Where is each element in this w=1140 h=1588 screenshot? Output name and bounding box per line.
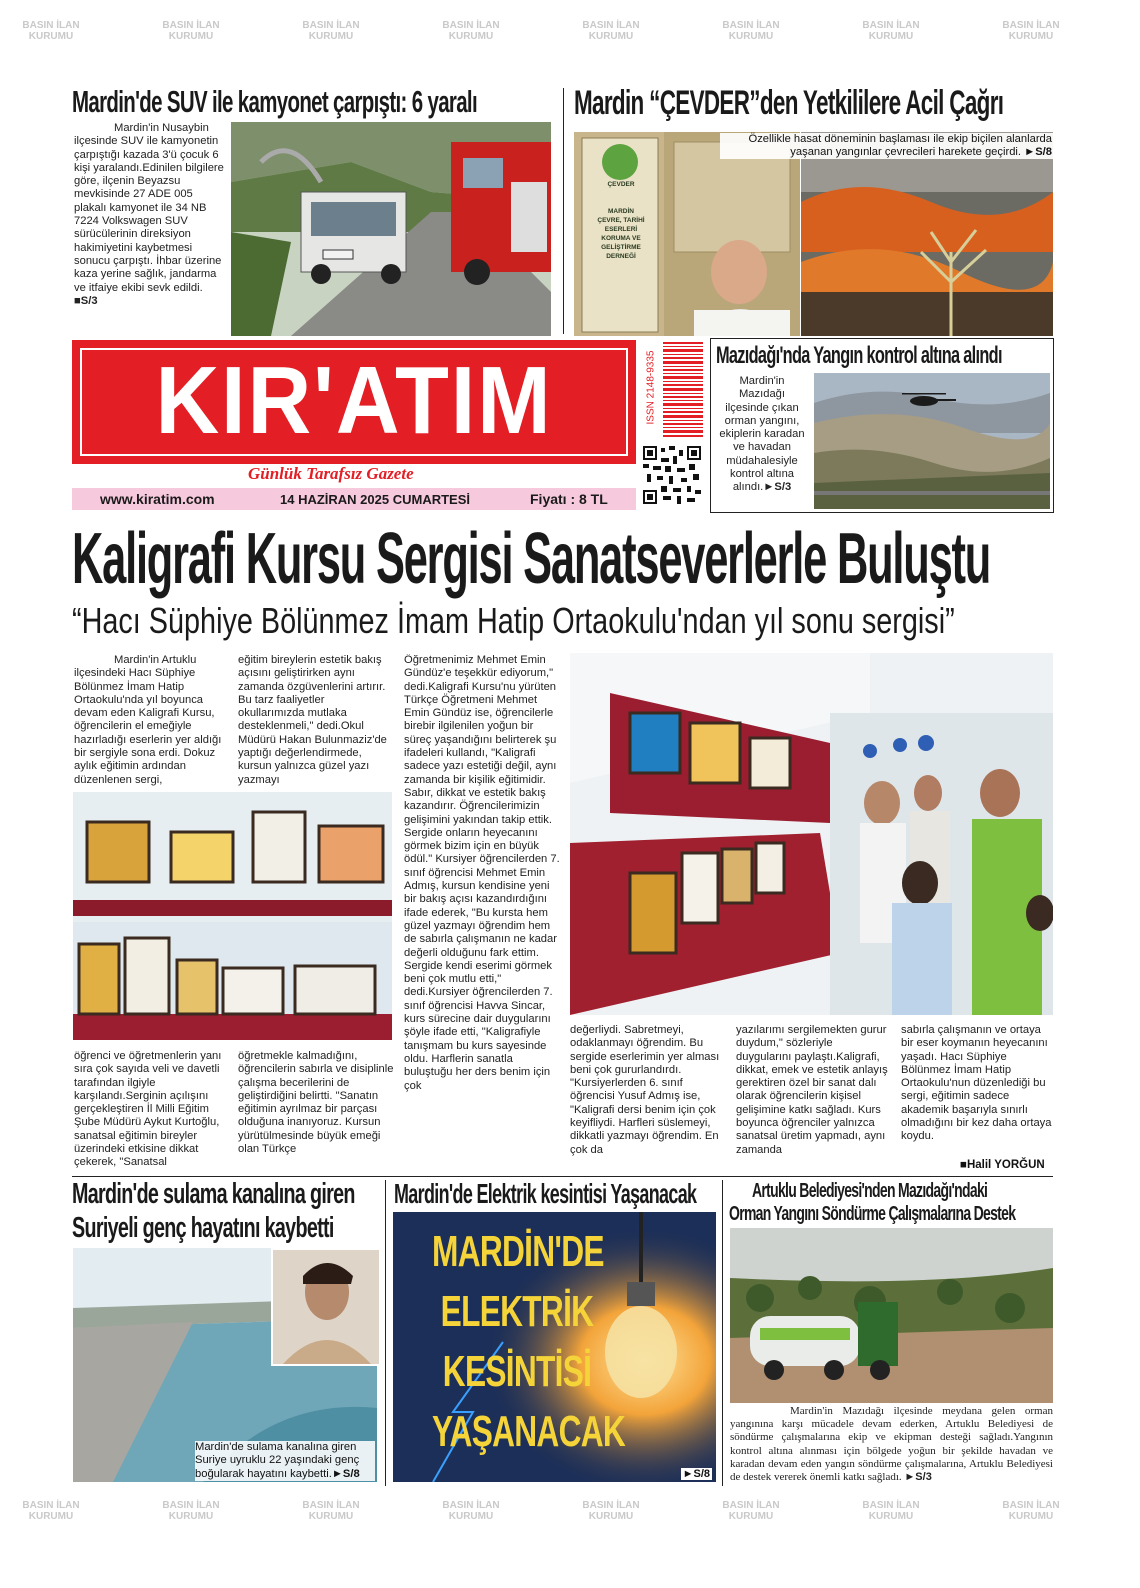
watermark: BASIN İLAN KURUMU xyxy=(862,20,920,42)
poster-line: ELEKTRİK xyxy=(440,1287,594,1336)
bottom-right-body: Mardin'in Mazıdağı ilçesinde meydana gelen orman yangınına karşı mücadele devam ederken, Artuklu Belediyesi de söndürme çalışmalarına ekip ve ekipman desteği sağladı.Yangının kontrol altına alınması için bölgede yoğun bir şekilde havadan ve karadan devam eden yangın söndürme çalışmalarına, Artuklu Belediyesi de destek vererek önemli katkı sağladı. ►S/3 xyxy=(730,1405,1053,1484)
poster-line: KESİNTİSİ xyxy=(442,1347,592,1396)
poster-line: MARDİN'DE xyxy=(432,1227,604,1276)
watermark: BASIN İLAN KURUMU xyxy=(162,20,220,42)
poster-text xyxy=(399,1222,635,1462)
fire-tanker-photo xyxy=(730,1228,1053,1403)
main-col1-bottom: öğrenci ve öğretmenlerin yanı sıra çok sayıda veli ve davetli tarafından ilgiyle karşılandı.Serginin açılışını gerçekleştiren İl Milli Eğitim Şube Müdürü Aykut Kurtoğlu, sanatsal eğitimin bireyler üzerindeki etkisine dikkat çekerek, "Sanatsal xyxy=(74,1050,222,1169)
main-col4: değerliydi. Sabretmeyi, odaklanmayı öğrendim. Bu sergide eserlerimin yer alması beni çok gururlandırdı. "Kursiyerlerden 6. sınıf öğrencisi Yusuf Admış ise, "Kaligrafi dersi benim için çok keyifliydi. Harfleri süslemeyi, dikkatli yazmayı öğrendim. En çok da xyxy=(570,1024,720,1156)
masthead-price: Fiyatı : 8 TL xyxy=(530,491,608,507)
calligraphy-exhibit-photo xyxy=(73,792,392,1040)
main-headline: Kaligrafi Kursu Sergisi Sanatseverlerle Buluştu xyxy=(72,519,991,599)
bottom-divider xyxy=(72,1176,1053,1177)
bottom-right-headline-line2: Orman Yangını Söndürme Çalışmalarına Destek xyxy=(729,1203,1016,1225)
issn-barcode xyxy=(641,340,703,440)
watermark: BASIN İLAN KURUMU xyxy=(22,20,80,42)
issn-text: ISSN 2148-9335 xyxy=(645,350,657,425)
sign-line: MARDİN xyxy=(608,208,634,215)
watermark: BASIN İLAN KURUMU xyxy=(582,20,640,42)
watermark: BASIN İLAN KURUMU xyxy=(862,1500,920,1522)
main-col6: sabırla çalışmanın ve ortaya bir eser koymanın heyecanını yaşadı. Hacı Süphiye Bölünmez İmam Hatip Ortaokulu'nun düzenlediği bu sergi, eğitimin sadece akademik başarıyla sınırlı olmadığını bir kez daha ortaya koydu. xyxy=(901,1024,1052,1143)
masthead-website[interactable]: www.kiratim.com xyxy=(100,491,215,507)
top-right-headline: Mardin “ÇEVDER”den Yetkililere Acil Çağrı xyxy=(574,84,1004,122)
watermark: BASIN İLAN KURUMU xyxy=(22,1500,80,1522)
main-col2-top: eğitim bireylerin estetik bakış açısını geliştirirken aynı zamanda özgüvenlerini artırır. Bu tarz faaliyetler okullarımızda mutlaka desteklenmeli," dedi.Okul Müdürü Hakan Bulunmaziz'de yaptığı değerlendirmede, kursun yalnızca güzel yazı yazmayı xyxy=(238,654,387,786)
main-col5: yazılarımı sergilemekten gurur duydum," sözleriyle duygularını paylaştı.Kaligrafi, dikkat, emek ve estetik anlayış gerektiren özel bir sanat dalı olarak öğrencilerin kişisel gelişimine katkı sağladı. Kurs boyunca öğrenciler yalnızca sanatsal üretim yapmadı, aynı zamanda xyxy=(736,1024,888,1156)
field-fire-photo xyxy=(801,132,1053,336)
masthead-date: 14 HAZİRAN 2025 CUMARTESİ xyxy=(280,492,470,507)
cevder-sign xyxy=(586,180,656,261)
accident-photo xyxy=(231,122,551,336)
watermark: BASIN İLAN KURUMU xyxy=(442,20,500,42)
bottom-left-caption: Mardin'de sulama kanalına giren Suriye uyruklu 22 yaşındaki genç boğularak hayatını kaybetti.►S/8 xyxy=(195,1441,375,1481)
main-col1-top: Mardin'in Artuklu ilçesindeki Hacı Süphiye Bölünmez İmam Hatip Ortaokulu'nda yıl boyunca devam eden Kaligrafi Kursu, öğrencilerin el emeğiyle hazırladığı eserlerin yer aldığı bir sergiyle sona erdi. Dokuz aylık eğitimin ardından düzenlenen sergi, xyxy=(74,654,222,786)
bottom-divider-right xyxy=(722,1180,723,1486)
bottom-mid-ref: ►S/8 xyxy=(682,1468,710,1480)
watermark: BASIN İLAN KURUMU xyxy=(442,1500,500,1522)
main-subheadline: “Hacı Süphiye Bölünmez İmam Hatip Ortaokulu'ndan yıl sonu sergisi” xyxy=(72,600,955,641)
top-right-caption: Özellikle hasat döneminin başlaması ile ekip biçilen alanlarda yaşanan yangınlar çevrecileri harekete geçirdi. ►S/8 xyxy=(720,133,1054,159)
main-author: ■Halil YORĞUN xyxy=(960,1159,1045,1171)
sign-line: ÇEVDER xyxy=(607,181,635,188)
watermark: BASIN İLAN KURUMU xyxy=(162,1500,220,1522)
victim-portrait xyxy=(271,1248,381,1366)
mazidagi-body: Mardin'in Mazıdağı ilçesinde çıkan orman yangını, ekiplerin karadan ve havadan müdahalesiyle kontrol altına alındı.►S/3 xyxy=(719,375,805,494)
watermark: BASIN İLAN KURUMU xyxy=(302,20,360,42)
main-col2-bottom: öğretmekle kalmadığını, öğrencilerin sabırla ve disiplinle çalışma becerilerini de geliştirdiğini belirtti. "Sanatın eğitimin ayrılmaz bir parçası olduğuna inanıyoruz. Kursun yürütülmesinde büyük emeği olan Türkçe xyxy=(238,1050,394,1156)
watermark: BASIN İLAN KURUMU xyxy=(722,20,780,42)
watermark: BASIN İLAN KURUMU xyxy=(302,1500,360,1522)
watermark: BASIN İLAN KURUMU xyxy=(582,1500,640,1522)
bottom-mid-headline: Mardin'de Elektrik kesintisi Yaşanacak xyxy=(394,1178,697,1209)
bottom-right-headline-line1: Artuklu Belediyesi'nden Mazıdağı'ndaki xyxy=(752,1180,988,1202)
masthead-tagline: Günlük Tarafsız Gazete xyxy=(248,464,414,483)
qr-code[interactable] xyxy=(643,446,701,504)
masthead-logo: KIR'ATIM xyxy=(155,347,553,454)
sign-line: GELİŞTİRME DERNEĞİ xyxy=(601,244,641,260)
bottom-left-headline-line2: Suriyeli genç hayatını kaybetti xyxy=(72,1212,334,1244)
top-left-headline: Mardin'de SUV ile kamyonet çarpıştı: 6 yaralı xyxy=(72,84,477,119)
watermark: BASIN İLAN KURUMU xyxy=(1002,20,1060,42)
electricity-poster xyxy=(393,1212,716,1482)
masthead xyxy=(72,340,636,512)
top-left-body: Mardin'in Nusaybin ilçesinde SUV ile kamyonetin çarpıştığı kazada 3'ü çocuk 6 kişi yaralandı.Edinilen bilgilere göre, ilçenin Beyazsu mevkisinde 27 ADE 005 plakalı kamyonet ile 34 NB 7224 Volkswagen SUV sürücülerinin direksiyon hakimiyetini kaybetmesi sonucu çarpıştı. İhbar üzerine kaza yerine sağlık, jandarma ve itfaiye ekibi sevk edildi. ■S/3 xyxy=(74,122,224,307)
top-column-divider xyxy=(563,88,564,334)
poster-line: YAŞANACAK xyxy=(432,1407,626,1456)
bottom-left-headline-line1: Mardin'de sulama kanalına giren xyxy=(72,1178,355,1210)
watermark: BASIN İLAN KURUMU xyxy=(722,1500,780,1522)
watermark: BASIN İLAN KURUMU xyxy=(1002,1500,1060,1522)
cevder-photo xyxy=(574,132,800,336)
main-col3: Öğretmenimiz Mehmet Emin Gündüz'e teşekkür ediyorum," dedi.Kaligrafi Kursu'nu yürüten Türkçe Öğretmeni Mehmet Emin Gündüz ise, öğrencilerle birebir ilgilenilen yoğun bir süreç yaşandığını belirterek şu ifadeleri kullandı, "Kaligrafi sadece yazı estetiği değil, aynı zamanda bir kişilik eğitimidir. Sabır, dikkat ve estetik bakış kazandırır. Öğrencilerimizin gelişimini yakından takip ettik. Sergide onların heyecanını görmek bizim için en büyük ödül." Kursiyer öğrencilerden 7. sınıf öğrencisi Mehmet Emin Admış, kursun kendisine yeni bir bakış açısı kazandırdığını ifade ederek, "Bu kursta hem güzel yazmayı öğrendim hem de sabırla çalışmanın ne kadar değerli olduğunu fark ettim. Sergide kendi eserimi görmek beni çok mutlu etti," dedi.Kursiyer öğrencilerden 7. sınıf öğrencisi Havva Sincar, kurs sürecine dair duygularını şöyle ifade etti, "Kaligrafiyle tanışmam bu kurs sayesinde oldu. Harflerin sanatla buluştuğu her ders benim için çok xyxy=(404,654,560,1092)
helicopter-photo xyxy=(814,373,1050,509)
bottom-divider-left xyxy=(385,1180,386,1486)
sign-line: KORUMA VE xyxy=(601,235,641,242)
mazidagi-headline: Mazıdağı'nda Yangın kontrol altına alındı xyxy=(716,342,1002,369)
exhibition-visit-photo xyxy=(570,653,1053,1015)
sign-line: ÇEVRE, TARİHİ ESERLERİ xyxy=(597,217,645,233)
